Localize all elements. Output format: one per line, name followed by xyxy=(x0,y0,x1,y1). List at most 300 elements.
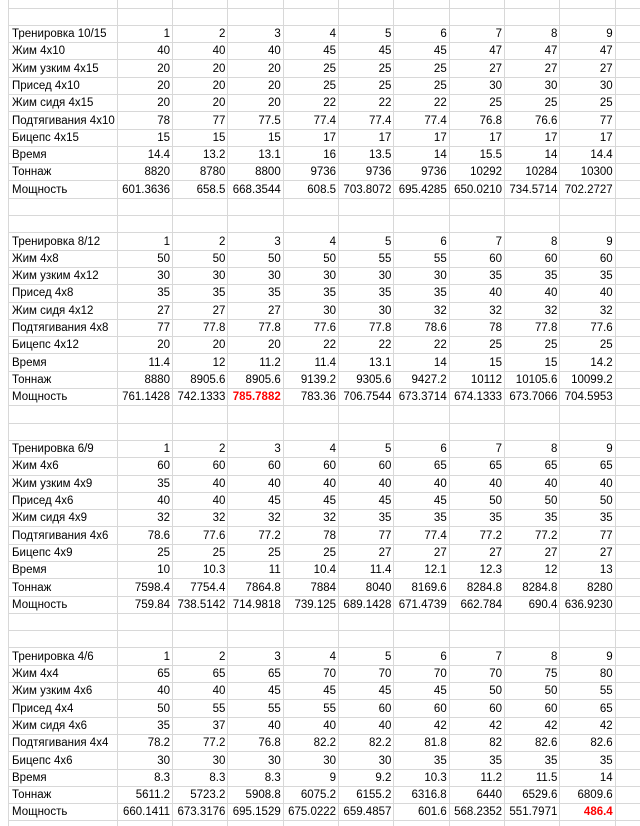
value-cell[interactable]: 65 xyxy=(560,458,615,475)
value-cell[interactable]: 486.4 xyxy=(560,804,615,821)
value-cell[interactable]: 27 xyxy=(173,302,228,319)
value-cell[interactable]: 30 xyxy=(173,752,228,769)
value-cell[interactable]: 60 xyxy=(505,250,560,267)
value-cell[interactable]: 60 xyxy=(560,250,615,267)
value-cell[interactable]: 20 xyxy=(117,337,172,354)
empty-cell[interactable] xyxy=(283,423,338,440)
value-cell[interactable]: 45 xyxy=(394,492,449,509)
empty-cell[interactable] xyxy=(449,631,504,648)
value-cell[interactable]: 35 xyxy=(339,510,394,527)
value-cell[interactable]: 60 xyxy=(449,250,504,267)
session-number-cell[interactable]: 1 xyxy=(117,233,172,250)
value-cell[interactable]: 60 xyxy=(283,458,338,475)
empty-cell[interactable] xyxy=(615,786,640,803)
empty-cell[interactable] xyxy=(615,769,640,786)
empty-cell[interactable] xyxy=(615,752,640,769)
value-cell[interactable]: 45 xyxy=(339,43,394,60)
session-number-cell[interactable]: 3 xyxy=(228,440,283,457)
value-cell[interactable]: 42 xyxy=(449,717,504,734)
exercise-label-cell[interactable]: Жим узким 4x15 xyxy=(9,60,118,77)
value-cell[interactable]: 50 xyxy=(228,250,283,267)
exercise-label-cell[interactable]: Бицепс 4x12 xyxy=(9,337,118,354)
empty-cell[interactable] xyxy=(283,631,338,648)
value-cell[interactable]: 761.1428 xyxy=(117,389,172,406)
empty-cell[interactable] xyxy=(505,0,560,8)
value-cell[interactable]: 9 xyxy=(283,769,338,786)
value-cell[interactable]: 7864.8 xyxy=(228,579,283,596)
value-cell[interactable]: 25 xyxy=(449,94,504,111)
value-cell[interactable]: 8284.8 xyxy=(449,579,504,596)
value-cell[interactable]: 9736 xyxy=(394,164,449,181)
value-cell[interactable]: 9427.2 xyxy=(394,371,449,388)
empty-cell[interactable] xyxy=(173,198,228,215)
empty-cell[interactable] xyxy=(505,216,560,233)
exercise-label-cell[interactable]: Мощность xyxy=(9,181,118,198)
value-cell[interactable]: 35 xyxy=(117,717,172,734)
empty-cell[interactable] xyxy=(560,406,615,423)
value-cell[interactable]: 690.4 xyxy=(505,596,560,613)
value-cell[interactable]: 77 xyxy=(339,527,394,544)
value-cell[interactable]: 27 xyxy=(449,544,504,561)
value-cell[interactable]: 77 xyxy=(117,319,172,336)
value-cell[interactable]: 14.4 xyxy=(560,146,615,163)
value-cell[interactable]: 42 xyxy=(394,717,449,734)
value-cell[interactable]: 78 xyxy=(117,112,172,129)
value-cell[interactable]: 30 xyxy=(283,302,338,319)
value-cell[interactable]: 11.2 xyxy=(228,354,283,371)
value-cell[interactable]: 25 xyxy=(339,60,394,77)
empty-cell[interactable] xyxy=(394,821,449,826)
value-cell[interactable]: 60 xyxy=(394,700,449,717)
value-cell[interactable]: 20 xyxy=(228,94,283,111)
value-cell[interactable]: 17 xyxy=(560,129,615,146)
empty-cell[interactable] xyxy=(394,216,449,233)
exercise-label-cell[interactable]: Мощность xyxy=(9,596,118,613)
value-cell[interactable]: 32 xyxy=(560,302,615,319)
value-cell[interactable]: 50 xyxy=(283,250,338,267)
value-cell[interactable]: 6316.8 xyxy=(394,786,449,803)
value-cell[interactable]: 70 xyxy=(339,665,394,682)
value-cell[interactable]: 75 xyxy=(505,665,560,682)
empty-cell[interactable] xyxy=(560,423,615,440)
value-cell[interactable]: 13.2 xyxy=(173,146,228,163)
session-number-cell[interactable]: 7 xyxy=(449,233,504,250)
value-cell[interactable]: 32 xyxy=(283,510,338,527)
value-cell[interactable]: 702.2727 xyxy=(560,181,615,198)
session-number-cell[interactable]: 2 xyxy=(173,440,228,457)
value-cell[interactable]: 25 xyxy=(283,544,338,561)
value-cell[interactable]: 65 xyxy=(173,665,228,682)
value-cell[interactable]: 671.4739 xyxy=(394,596,449,613)
empty-cell[interactable] xyxy=(615,613,640,630)
value-cell[interactable]: 40 xyxy=(228,475,283,492)
value-cell[interactable]: 662.784 xyxy=(449,596,504,613)
value-cell[interactable]: 35 xyxy=(560,267,615,284)
value-cell[interactable]: 35 xyxy=(505,267,560,284)
value-cell[interactable]: 77.4 xyxy=(394,112,449,129)
value-cell[interactable]: 660.1411 xyxy=(117,804,172,821)
empty-cell[interactable] xyxy=(228,8,283,25)
value-cell[interactable]: 40 xyxy=(560,285,615,302)
value-cell[interactable]: 35 xyxy=(339,285,394,302)
empty-cell[interactable] xyxy=(615,94,640,111)
exercise-label-cell[interactable]: Присед 4x6 xyxy=(9,492,118,509)
session-number-cell[interactable]: 9 xyxy=(560,440,615,457)
empty-cell[interactable] xyxy=(615,250,640,267)
value-cell[interactable]: 30 xyxy=(505,77,560,94)
value-cell[interactable]: 25 xyxy=(560,94,615,111)
value-cell[interactable]: 65 xyxy=(117,665,172,682)
empty-cell[interactable] xyxy=(615,562,640,579)
value-cell[interactable]: 783.36 xyxy=(283,389,338,406)
empty-cell[interactable] xyxy=(9,8,118,25)
value-cell[interactable]: 27 xyxy=(117,302,172,319)
value-cell[interactable]: 27 xyxy=(505,544,560,561)
empty-cell[interactable] xyxy=(394,198,449,215)
value-cell[interactable]: 25 xyxy=(505,94,560,111)
empty-cell[interactable] xyxy=(615,0,640,8)
empty-cell[interactable] xyxy=(228,216,283,233)
empty-cell[interactable] xyxy=(560,631,615,648)
value-cell[interactable]: 50 xyxy=(505,492,560,509)
exercise-label-cell[interactable]: Жим узким 4x12 xyxy=(9,267,118,284)
value-cell[interactable]: 40 xyxy=(339,717,394,734)
session-number-cell[interactable]: 9 xyxy=(560,25,615,42)
value-cell[interactable]: 30 xyxy=(228,267,283,284)
value-cell[interactable]: 82.6 xyxy=(505,734,560,751)
empty-cell[interactable] xyxy=(615,440,640,457)
value-cell[interactable]: 76.6 xyxy=(505,112,560,129)
empty-cell[interactable] xyxy=(117,631,172,648)
session-number-cell[interactable]: 5 xyxy=(339,233,394,250)
empty-cell[interactable] xyxy=(117,216,172,233)
value-cell[interactable]: 8284.8 xyxy=(505,579,560,596)
value-cell[interactable]: 8905.6 xyxy=(228,371,283,388)
value-cell[interactable]: 20 xyxy=(228,337,283,354)
value-cell[interactable]: 40 xyxy=(173,492,228,509)
value-cell[interactable]: 8.3 xyxy=(173,769,228,786)
value-cell[interactable]: 35 xyxy=(394,510,449,527)
value-cell[interactable]: 25 xyxy=(283,77,338,94)
value-cell[interactable]: 45 xyxy=(394,43,449,60)
value-cell[interactable]: 70 xyxy=(394,665,449,682)
empty-cell[interactable] xyxy=(9,613,118,630)
value-cell[interactable]: 14.4 xyxy=(117,146,172,163)
value-cell[interactable]: 30 xyxy=(339,752,394,769)
value-cell[interactable]: 77.2 xyxy=(173,734,228,751)
value-cell[interactable]: 77.6 xyxy=(560,319,615,336)
exercise-label-cell[interactable]: Жим узким 4x6 xyxy=(9,683,118,700)
session-number-cell[interactable]: 5 xyxy=(339,648,394,665)
empty-cell[interactable] xyxy=(117,423,172,440)
empty-cell[interactable] xyxy=(615,631,640,648)
empty-cell[interactable] xyxy=(339,821,394,826)
value-cell[interactable]: 40 xyxy=(505,285,560,302)
empty-cell[interactable] xyxy=(394,0,449,8)
value-cell[interactable]: 47 xyxy=(449,43,504,60)
value-cell[interactable]: 60 xyxy=(173,458,228,475)
empty-cell[interactable] xyxy=(173,406,228,423)
empty-cell[interactable] xyxy=(615,164,640,181)
value-cell[interactable]: 42 xyxy=(560,717,615,734)
value-cell[interactable]: 15.5 xyxy=(449,146,504,163)
session-number-cell[interactable]: 9 xyxy=(560,648,615,665)
session-number-cell[interactable]: 2 xyxy=(173,648,228,665)
value-cell[interactable]: 13 xyxy=(560,562,615,579)
value-cell[interactable]: 8880 xyxy=(117,371,172,388)
value-cell[interactable]: 6529.6 xyxy=(505,786,560,803)
exercise-label-cell[interactable]: Бицепс 4x15 xyxy=(9,129,118,146)
empty-cell[interactable] xyxy=(9,423,118,440)
value-cell[interactable]: 82.2 xyxy=(283,734,338,751)
value-cell[interactable]: 17 xyxy=(394,129,449,146)
value-cell[interactable]: 35 xyxy=(560,752,615,769)
value-cell[interactable]: 15 xyxy=(173,129,228,146)
empty-cell[interactable] xyxy=(173,8,228,25)
exercise-label-cell[interactable]: Жим 4x6 xyxy=(9,458,118,475)
empty-cell[interactable] xyxy=(615,112,640,129)
value-cell[interactable]: 32 xyxy=(173,510,228,527)
empty-cell[interactable] xyxy=(505,8,560,25)
value-cell[interactable]: 675.0222 xyxy=(283,804,338,821)
empty-cell[interactable] xyxy=(228,613,283,630)
value-cell[interactable]: 15 xyxy=(228,129,283,146)
value-cell[interactable]: 14.2 xyxy=(560,354,615,371)
value-cell[interactable]: 5908.8 xyxy=(228,786,283,803)
value-cell[interactable]: 45 xyxy=(228,492,283,509)
value-cell[interactable]: 689.1428 xyxy=(339,596,394,613)
value-cell[interactable]: 77.6 xyxy=(283,319,338,336)
empty-cell[interactable] xyxy=(173,423,228,440)
value-cell[interactable]: 45 xyxy=(283,492,338,509)
value-cell[interactable]: 601.6 xyxy=(394,804,449,821)
exercise-label-cell[interactable]: Подтягивания 4x4 xyxy=(9,734,118,751)
value-cell[interactable]: 25 xyxy=(394,77,449,94)
session-number-cell[interactable]: 3 xyxy=(228,233,283,250)
value-cell[interactable]: 78.6 xyxy=(394,319,449,336)
value-cell[interactable]: 695.1529 xyxy=(228,804,283,821)
value-cell[interactable]: 42 xyxy=(505,717,560,734)
value-cell[interactable]: 30 xyxy=(339,267,394,284)
value-cell[interactable]: 20 xyxy=(173,60,228,77)
session-number-cell[interactable]: 5 xyxy=(339,25,394,42)
value-cell[interactable]: 30 xyxy=(560,77,615,94)
value-cell[interactable]: 14 xyxy=(505,146,560,163)
session-number-cell[interactable]: 7 xyxy=(449,648,504,665)
value-cell[interactable]: 25 xyxy=(117,544,172,561)
value-cell[interactable]: 50 xyxy=(560,492,615,509)
value-cell[interactable]: 35 xyxy=(283,285,338,302)
value-cell[interactable]: 706.7544 xyxy=(339,389,394,406)
value-cell[interactable]: 759.84 xyxy=(117,596,172,613)
session-number-cell[interactable]: 6 xyxy=(394,648,449,665)
empty-cell[interactable] xyxy=(615,267,640,284)
empty-cell[interactable] xyxy=(449,216,504,233)
session-number-cell[interactable]: 8 xyxy=(505,440,560,457)
value-cell[interactable]: 636.9230 xyxy=(560,596,615,613)
value-cell[interactable]: 13.1 xyxy=(339,354,394,371)
value-cell[interactable]: 35 xyxy=(394,752,449,769)
value-cell[interactable]: 20 xyxy=(173,77,228,94)
block-title-cell[interactable]: Тренировка 8/12 xyxy=(9,233,118,250)
empty-cell[interactable] xyxy=(449,821,504,826)
empty-cell[interactable] xyxy=(9,0,118,8)
value-cell[interactable]: 60 xyxy=(228,458,283,475)
value-cell[interactable]: 27 xyxy=(560,60,615,77)
value-cell[interactable]: 9736 xyxy=(339,164,394,181)
value-cell[interactable]: 35 xyxy=(449,510,504,527)
value-cell[interactable]: 30 xyxy=(283,752,338,769)
value-cell[interactable]: 65 xyxy=(505,458,560,475)
value-cell[interactable]: 40 xyxy=(339,475,394,492)
value-cell[interactable]: 11.5 xyxy=(505,769,560,786)
value-cell[interactable]: 673.3176 xyxy=(173,804,228,821)
value-cell[interactable]: 20 xyxy=(173,94,228,111)
session-number-cell[interactable]: 8 xyxy=(505,233,560,250)
exercise-label-cell[interactable]: Мощность xyxy=(9,389,118,406)
exercise-label-cell[interactable]: Подтягивания 4x6 xyxy=(9,527,118,544)
value-cell[interactable]: 25 xyxy=(283,60,338,77)
value-cell[interactable]: 20 xyxy=(117,94,172,111)
empty-cell[interactable] xyxy=(615,458,640,475)
empty-cell[interactable] xyxy=(615,510,640,527)
empty-cell[interactable] xyxy=(449,198,504,215)
exercise-label-cell[interactable]: Жим сидя 4x6 xyxy=(9,717,118,734)
session-number-cell[interactable]: 4 xyxy=(283,440,338,457)
value-cell[interactable]: 40 xyxy=(117,492,172,509)
value-cell[interactable]: 13.1 xyxy=(228,146,283,163)
empty-cell[interactable] xyxy=(449,8,504,25)
value-cell[interactable]: 35 xyxy=(117,475,172,492)
value-cell[interactable]: 695.4285 xyxy=(394,181,449,198)
empty-cell[interactable] xyxy=(560,8,615,25)
empty-cell[interactable] xyxy=(228,0,283,8)
empty-cell[interactable] xyxy=(117,8,172,25)
value-cell[interactable]: 10292 xyxy=(449,164,504,181)
value-cell[interactable]: 27 xyxy=(449,60,504,77)
session-number-cell[interactable]: 8 xyxy=(505,25,560,42)
value-cell[interactable]: 25 xyxy=(505,337,560,354)
value-cell[interactable]: 55 xyxy=(394,250,449,267)
value-cell[interactable]: 25 xyxy=(449,337,504,354)
value-cell[interactable]: 77.2 xyxy=(449,527,504,544)
value-cell[interactable]: 25 xyxy=(339,77,394,94)
value-cell[interactable]: 8.3 xyxy=(228,769,283,786)
empty-cell[interactable] xyxy=(615,423,640,440)
value-cell[interactable]: 10105.6 xyxy=(505,371,560,388)
value-cell[interactable]: 659.4857 xyxy=(339,804,394,821)
session-number-cell[interactable]: 8 xyxy=(505,648,560,665)
session-number-cell[interactable]: 3 xyxy=(228,25,283,42)
value-cell[interactable]: 674.1333 xyxy=(449,389,504,406)
exercise-label-cell[interactable]: Мощность xyxy=(9,804,118,821)
value-cell[interactable]: 20 xyxy=(117,60,172,77)
value-cell[interactable]: 77 xyxy=(560,112,615,129)
value-cell[interactable]: 714.9818 xyxy=(228,596,283,613)
empty-cell[interactable] xyxy=(615,302,640,319)
value-cell[interactable]: 40 xyxy=(449,475,504,492)
empty-cell[interactable] xyxy=(615,216,640,233)
value-cell[interactable]: 15 xyxy=(449,354,504,371)
value-cell[interactable]: 704.5953 xyxy=(560,389,615,406)
empty-cell[interactable] xyxy=(615,8,640,25)
value-cell[interactable]: 785.7882 xyxy=(228,389,283,406)
value-cell[interactable]: 60 xyxy=(339,458,394,475)
value-cell[interactable]: 35 xyxy=(505,752,560,769)
value-cell[interactable]: 14 xyxy=(560,769,615,786)
value-cell[interactable]: 55 xyxy=(228,700,283,717)
value-cell[interactable]: 5723.2 xyxy=(173,786,228,803)
value-cell[interactable]: 40 xyxy=(283,717,338,734)
empty-cell[interactable] xyxy=(615,77,640,94)
empty-cell[interactable] xyxy=(339,423,394,440)
value-cell[interactable]: 10300 xyxy=(560,164,615,181)
session-number-cell[interactable]: 6 xyxy=(394,440,449,457)
empty-cell[interactable] xyxy=(615,319,640,336)
empty-cell[interactable] xyxy=(560,198,615,215)
exercise-label-cell[interactable]: Подтягивания 4x8 xyxy=(9,319,118,336)
value-cell[interactable]: 6155.2 xyxy=(339,786,394,803)
value-cell[interactable]: 10.3 xyxy=(173,562,228,579)
empty-cell[interactable] xyxy=(9,821,118,826)
value-cell[interactable]: 30 xyxy=(228,752,283,769)
empty-cell[interactable] xyxy=(339,8,394,25)
empty-cell[interactable] xyxy=(615,337,640,354)
empty-cell[interactable] xyxy=(615,146,640,163)
exercise-label-cell[interactable]: Жим 4x4 xyxy=(9,665,118,682)
empty-cell[interactable] xyxy=(394,8,449,25)
value-cell[interactable]: 35 xyxy=(117,285,172,302)
empty-cell[interactable] xyxy=(117,198,172,215)
empty-cell[interactable] xyxy=(117,821,172,826)
empty-cell[interactable] xyxy=(615,371,640,388)
value-cell[interactable]: 12 xyxy=(173,354,228,371)
empty-cell[interactable] xyxy=(615,233,640,250)
value-cell[interactable]: 30 xyxy=(449,77,504,94)
value-cell[interactable]: 70 xyxy=(449,665,504,682)
empty-cell[interactable] xyxy=(228,631,283,648)
value-cell[interactable]: 25 xyxy=(228,544,283,561)
value-cell[interactable]: 78.2 xyxy=(117,734,172,751)
exercise-label-cell[interactable]: Присед 4x10 xyxy=(9,77,118,94)
value-cell[interactable]: 65 xyxy=(449,458,504,475)
empty-cell[interactable] xyxy=(560,821,615,826)
value-cell[interactable]: 40 xyxy=(228,43,283,60)
exercise-label-cell[interactable]: Жим 4x10 xyxy=(9,43,118,60)
empty-cell[interactable] xyxy=(173,613,228,630)
value-cell[interactable]: 12 xyxy=(505,562,560,579)
empty-cell[interactable] xyxy=(173,821,228,826)
value-cell[interactable]: 30 xyxy=(394,267,449,284)
empty-cell[interactable] xyxy=(505,613,560,630)
value-cell[interactable]: 60 xyxy=(339,700,394,717)
empty-cell[interactable] xyxy=(283,0,338,8)
value-cell[interactable]: 45 xyxy=(339,683,394,700)
empty-cell[interactable] xyxy=(283,198,338,215)
value-cell[interactable]: 9305.6 xyxy=(339,371,394,388)
session-number-cell[interactable]: 6 xyxy=(394,233,449,250)
value-cell[interactable]: 76.8 xyxy=(228,734,283,751)
value-cell[interactable]: 35 xyxy=(449,267,504,284)
value-cell[interactable]: 25 xyxy=(173,544,228,561)
value-cell[interactable]: 8040 xyxy=(339,579,394,596)
value-cell[interactable]: 77.4 xyxy=(339,112,394,129)
value-cell[interactable]: 65 xyxy=(560,700,615,717)
value-cell[interactable]: 30 xyxy=(117,267,172,284)
value-cell[interactable]: 45 xyxy=(283,43,338,60)
exercise-label-cell[interactable]: Время xyxy=(9,562,118,579)
value-cell[interactable]: 27 xyxy=(394,544,449,561)
